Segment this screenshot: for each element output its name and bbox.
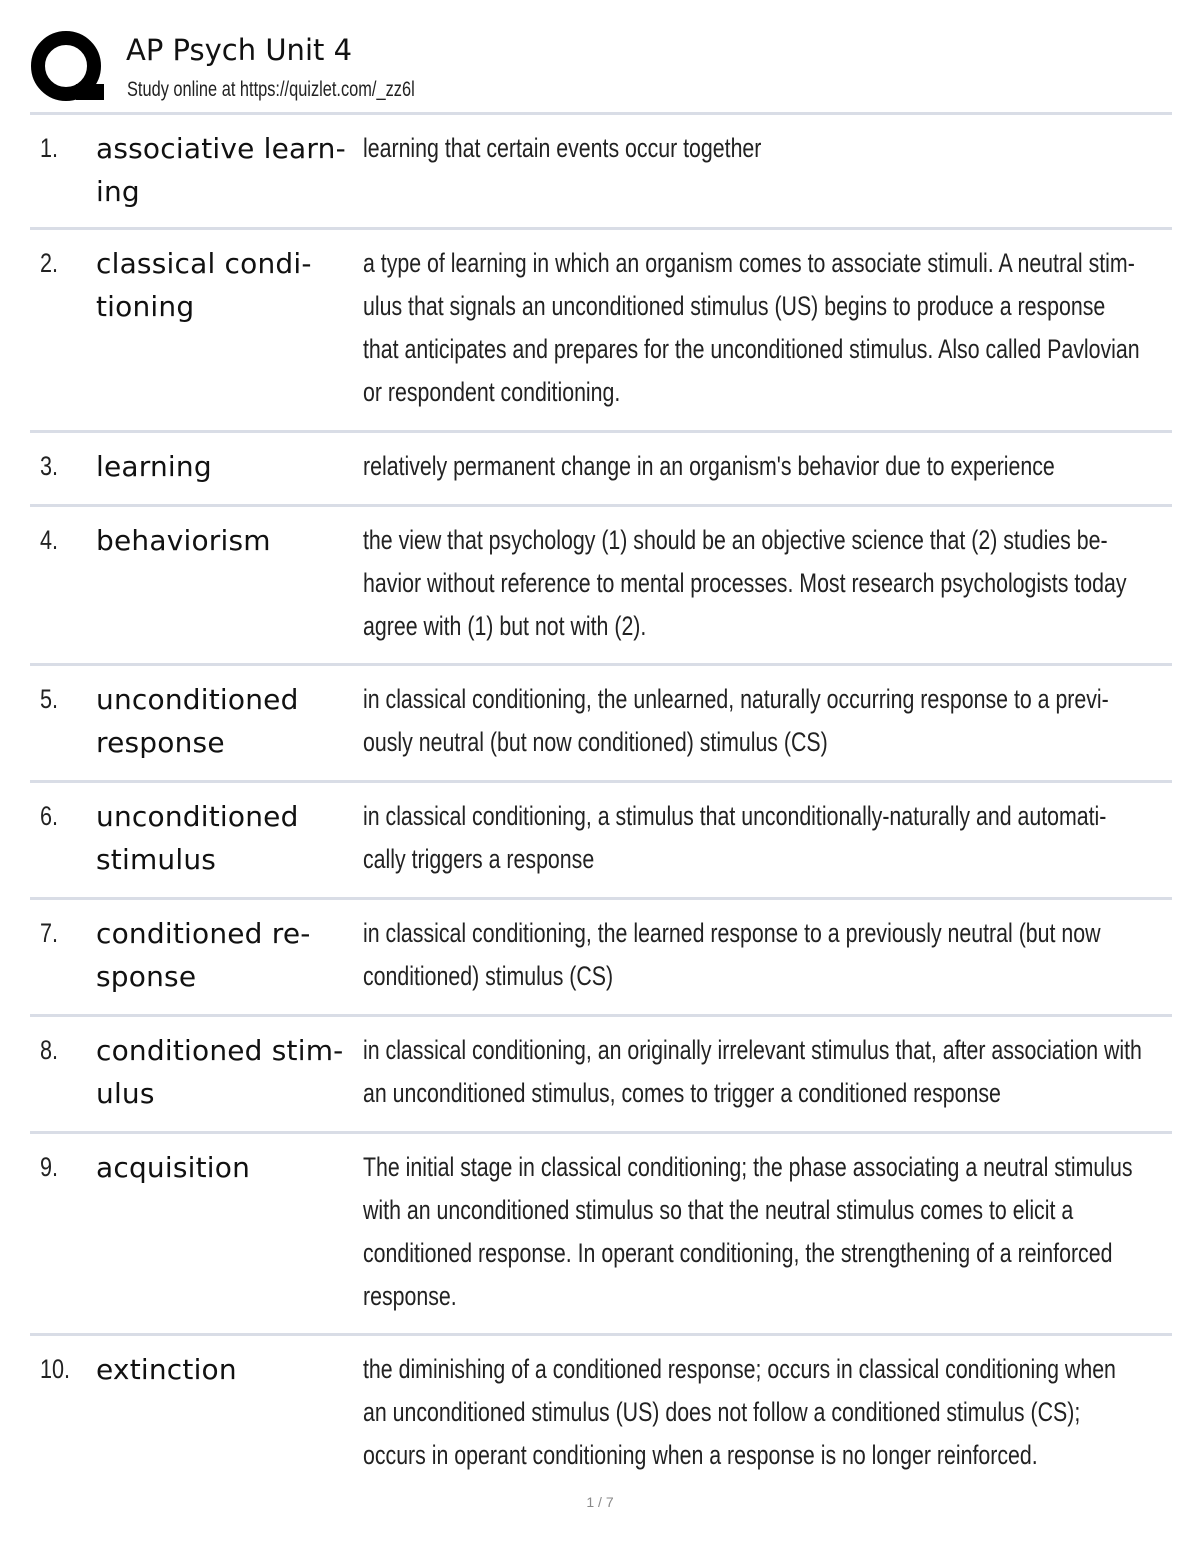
term-number: 8. xyxy=(40,1035,59,1065)
term-text: behaviorism xyxy=(96,524,271,557)
term-definition: in classical conditioning, the learned response to a previously neutral (but now conditioned) stimulus (CS) xyxy=(363,918,1101,991)
term-row xyxy=(30,433,1172,507)
term-row xyxy=(30,783,1172,900)
term-text: conditioned re- sponse xyxy=(96,917,311,993)
term-text: associative learn- ing xyxy=(96,132,346,208)
term-number: 10. xyxy=(40,1354,71,1384)
term-number: 6. xyxy=(40,801,59,831)
term-text: acquisition xyxy=(96,1151,251,1184)
term-text: conditioned stim- ulus xyxy=(96,1034,344,1110)
term-text: unconditioned stimulus xyxy=(96,800,299,876)
term-text: unconditioned response xyxy=(96,683,299,759)
term-row xyxy=(30,115,1172,230)
term-row xyxy=(30,1336,1172,1490)
term-row xyxy=(30,507,1172,666)
term-text: classical condi- tioning xyxy=(96,247,312,323)
term-definition: in classical conditioning, a stimulus that unconditionally-naturally and automati- cally triggers a response xyxy=(363,801,1107,874)
term-number: 1. xyxy=(40,133,59,163)
term-number: 9. xyxy=(40,1152,59,1182)
quizlet-logo-icon xyxy=(30,30,106,106)
term-number: 4. xyxy=(40,525,59,555)
term-definition: the diminishing of a conditioned response; occurs in classical conditioning when an unconditioned stimulus (US) does not follow a conditioned stimulus (CS); occurs in operant conditioning when a response is no longer reinforced. xyxy=(363,1354,1116,1470)
page-header xyxy=(30,28,1175,108)
page-number: 1 / 7 xyxy=(586,1494,614,1510)
study-online-link[interactable]: Study online at https://quizlet.com/_zz6l xyxy=(127,78,415,101)
term-definition: in classical conditioning, the unlearned, naturally occurring response to a previ- ously neutral (but now conditioned) stimulus (CS) xyxy=(363,684,1109,757)
term-definition: The initial stage in classical conditioning; the phase associating a neutral stimulus with an unconditioned stimulus so that the neutral stimulus comes to elicit a conditioned response. In operant conditioning, the strengthening of a reinforced response. xyxy=(363,1152,1133,1311)
term-definition: learning that certain events occur together xyxy=(363,133,762,163)
term-text: learning xyxy=(96,450,212,483)
term-row xyxy=(30,666,1172,783)
term-list xyxy=(30,115,1172,1490)
term-number: 3. xyxy=(40,451,59,481)
document-title: AP Psych Unit 4 xyxy=(126,33,353,67)
term-row xyxy=(30,230,1172,433)
term-definition: in classical conditioning, an originally irrelevant stimulus that, after association with an unconditioned stimulus, comes to trigger a conditioned response xyxy=(363,1035,1142,1108)
term-number: 2. xyxy=(40,248,59,278)
term-row xyxy=(30,1017,1172,1134)
term-text: extinction xyxy=(96,1353,237,1386)
term-row xyxy=(30,900,1172,1017)
term-definition: relatively permanent change in an organism's behavior due to experience xyxy=(363,451,1055,481)
term-number: 7. xyxy=(40,918,59,948)
term-definition: a type of learning in which an organism comes to associate stimuli. A neutral stim- ulus that signals an unconditioned stimulus (US) begins to produce a response that anticipates and prepares for the unconditioned stimulus. Also called Pavlovian or respondent conditioning. xyxy=(363,248,1140,407)
term-row xyxy=(30,1134,1172,1336)
term-definition: the view that psychology (1) should be an objective science that (2) studies be- havior without reference to mental processes. Most research psychologists today agree with (1) but not with (2). xyxy=(363,525,1127,641)
term-number: 5. xyxy=(40,684,59,714)
